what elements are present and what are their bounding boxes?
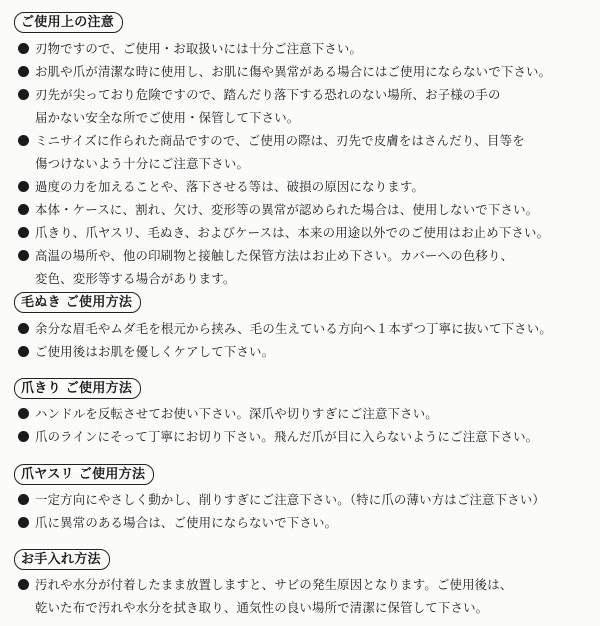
bullet-icon	[18, 204, 29, 215]
item-text: ご使用後はお肌を優しくケアして下さい。	[35, 344, 275, 359]
item-text-continuation: 変色、変形等する場合があります。	[35, 271, 236, 286]
item-text: 本体・ケースに、割れ、欠け、変形等の異常が認められた場合は、使用しないで下さい。	[35, 202, 539, 217]
item-text: ハンドルを反転させてお使い下さい。深爪や切りすぎにご注意下さい。	[35, 406, 438, 421]
item-text: お肌や爪が清潔な時に使用し、お肌に傷や異常がある場合にはご使用にならないで下さい。	[35, 64, 552, 79]
list-item	[18, 37, 362, 60]
item-text: 爪に異常のある場合は、ご使用にならないで下さい。	[35, 515, 338, 530]
bullet-icon	[18, 346, 29, 357]
item-text: 爪きり、爪ヤスリ、毛ぬき、およびケースは、本来の用途以外でのご使用はお止め下さい。	[35, 225, 550, 240]
bullet-icon	[18, 579, 29, 590]
section-heading-care: お手入れ方法	[14, 549, 110, 570]
list-item	[18, 83, 501, 106]
list-item	[18, 221, 549, 244]
list-item	[18, 425, 538, 448]
item-text: 刃物ですので、ご使用・お取扱いには十分ご注意下さい。	[35, 41, 363, 56]
bullet-icon	[18, 494, 29, 505]
item-text-continuation: 乾いた布で汚れや水分を拭き取り、通気性の良い場所で清潔に保管して下さい。	[35, 600, 489, 615]
item-text: 一定方向にやさしく動かし、削りすぎにご注意下さい。（特に爪の薄い方はご注意下さい）	[35, 492, 546, 507]
list-item	[18, 60, 551, 83]
bullet-icon	[18, 66, 29, 77]
list-item	[18, 175, 424, 198]
bullet-icon	[18, 43, 29, 54]
list-item	[18, 511, 337, 534]
bullet-icon	[18, 181, 29, 192]
list-item	[18, 573, 512, 596]
item-text: 汚れや水分が付着したまま放置しますと、サビの発生原因となります。ご使用後は、	[35, 577, 513, 592]
item-text-continuation: 傷つけないよう十分にご注意下さい。	[35, 156, 250, 171]
bullet-icon	[18, 408, 29, 419]
bullet-icon	[18, 517, 29, 528]
item-text: 余分な眉毛やムダ毛を根元から挟み、毛の生えている方向へ１本ずつ丁寧に抜いて下さい。	[35, 321, 552, 336]
bullet-icon	[18, 89, 29, 100]
bullet-icon	[18, 135, 29, 146]
section-heading-nail-file: 爪ヤスリ ご使用方法	[14, 464, 154, 485]
item-text: 刃先が尖っており危険ですので、踏んだり落下する恐れのない場所、お子様の手の	[35, 87, 501, 102]
section-heading-precautions: ご使用上の注意	[14, 12, 123, 33]
list-item	[18, 129, 525, 152]
bullet-icon	[18, 323, 29, 334]
item-text-continuation: 届かない安全な所でご使用・保管して下さい。	[35, 110, 300, 125]
list-item	[18, 340, 274, 363]
item-text: 過度の力を加えることや、落下させる等は、破損の原因になります。	[35, 179, 425, 194]
bullet-icon	[18, 431, 29, 442]
item-text: ミニサイズに作られた商品ですので、ご使用の際は、刃先で皮膚をはさんだり、目等を	[35, 133, 525, 148]
list-item	[18, 198, 538, 221]
list-item	[18, 488, 545, 511]
list-item	[18, 402, 438, 425]
list-item	[18, 317, 552, 340]
section-heading-nail-clipper: 爪きり ご使用方法	[14, 378, 141, 399]
list-item	[18, 244, 513, 267]
bullet-icon	[18, 227, 29, 238]
section-heading-tweezers: 毛ぬき ご使用方法	[14, 292, 141, 313]
item-text: 高温の場所や、他の印刷物と接触した保管方法はお止め下さい。カバーへの色移り、	[35, 248, 514, 263]
bullet-icon	[18, 250, 29, 261]
item-text: 爪のラインにそって丁寧にお切り下さい。飛んだ爪が目に入らないようにご注意下さい。	[35, 429, 539, 444]
